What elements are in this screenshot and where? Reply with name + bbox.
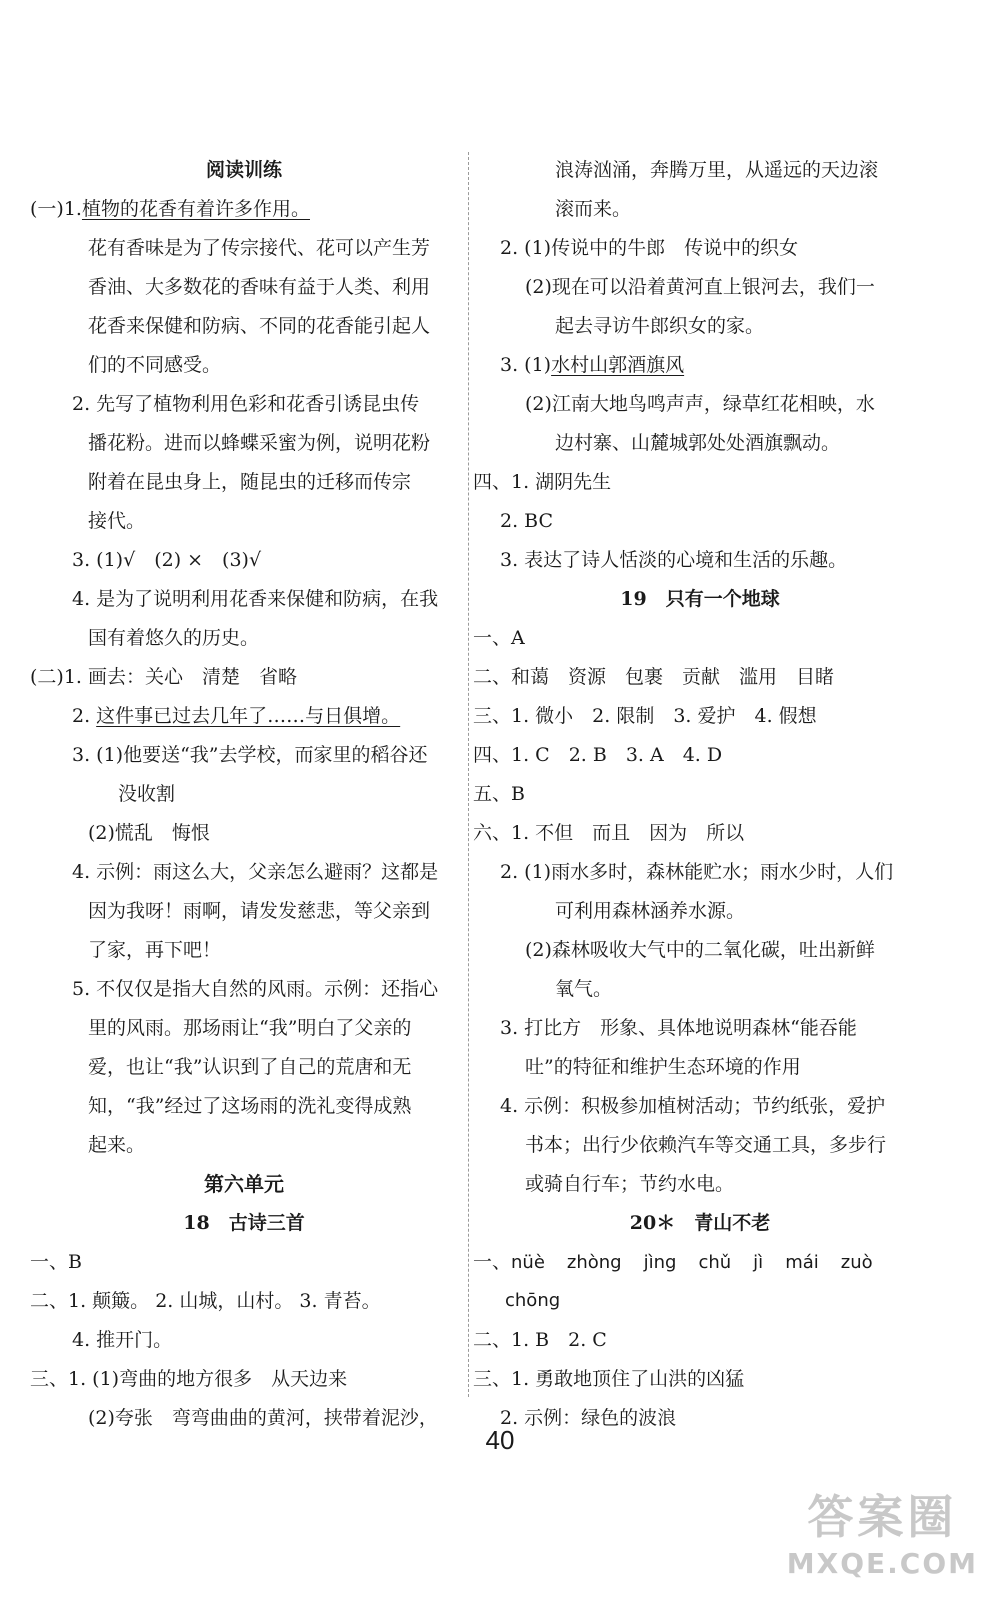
answer-line: (一)1.植物的花香有着许多作用。 <box>30 198 310 220</box>
answer-line: 4. 示例：积极参加植树活动；节约纸张，爱护 <box>500 1095 886 1117</box>
answer-line: 2. BC <box>500 510 554 532</box>
answer-line: 附着在昆虫身上，随昆虫的迁移而传宗 <box>88 471 412 493</box>
answer-line: 氧气。 <box>555 978 613 1000</box>
answer-line: 一、B <box>30 1251 82 1273</box>
answer-line: 浪涛汹涌，奔腾万里，从遥远的天边滚 <box>555 159 879 181</box>
answer-line: 五、B <box>473 783 525 805</box>
answer-line: 接代。 <box>88 510 146 532</box>
answer-line: 三、1. 微小 2. 限制 3. 爱护 4. 假想 <box>473 705 817 727</box>
answer-line: 3. 表达了诗人恬淡的心境和生活的乐趣。 <box>500 549 848 571</box>
pinyin-word: mái <box>785 1252 819 1273</box>
answer-line: 3. (1)√ (2) × (3)√ <box>72 549 262 571</box>
answer-line: (2)夸张 弯弯曲曲的黄河，挟带着泥沙， <box>88 1407 438 1429</box>
answer-line: 花有香味是为了传宗接代、花可以产生芳 <box>88 237 431 259</box>
pinyin-line: 一、nüè zhòng jìng chǔ jì mái zuò <box>473 1250 895 1275</box>
answer-line: 二、1. 颠簸。 2. 山城，山村。 3. 青苔。 <box>30 1290 381 1312</box>
answer-line: 了家，再下吧！ <box>88 939 222 961</box>
answer-line: 吐”的特征和维护生态环境的作用 <box>525 1056 801 1078</box>
pinyin-word: zuò <box>840 1252 873 1273</box>
answer-line: 2. 示例：绿色的波浪 <box>500 1407 677 1429</box>
answer-line: 二、1. B 2. C <box>473 1329 607 1351</box>
answer-line: 们的不同感受。 <box>88 354 222 376</box>
answer-line: 二、和蔼 资源 包裹 贡献 滥用 目睹 <box>473 666 835 688</box>
pinyin-word: jì <box>753 1252 764 1273</box>
column-divider <box>468 152 469 1397</box>
pinyin-list <box>511 1252 895 1273</box>
answer-line: 没收割 <box>118 783 176 805</box>
answer-line: 3. (1)水村山郭酒旗风 <box>500 354 685 376</box>
answer-line: 书本；出行少依赖汽车等交通工具，多步行 <box>525 1134 887 1156</box>
pinyin-word: zhòng <box>566 1252 622 1273</box>
answer-line: (2)森林吸收大气中的二氧化碳，吐出新鲜 <box>525 939 875 961</box>
answer-line: 花香来保健和防病、不同的花香能引起人 <box>88 315 431 337</box>
answer-line: 或骑自行车；节约水电。 <box>525 1173 735 1195</box>
page-number: 40 <box>485 1425 515 1455</box>
answer-line: 里的风雨。那场雨让“我”明白了父亲的 <box>88 1017 412 1039</box>
answer-line: 4. 是为了说明利用花香来保健和防病，在我 <box>72 588 439 610</box>
answer-line: (2)现在可以沿着黄河直上银河去，我们一 <box>525 276 875 298</box>
answer-line: 4. 示例：雨这么大，父亲怎么避雨？这都是 <box>72 861 439 883</box>
pinyin-word: chǔ <box>698 1252 732 1273</box>
answer-line: 3. 打比方 形象、具体地说明森林“能吞能 <box>500 1017 857 1039</box>
answer-line: (2)江南大地鸟鸣声声，绿草红花相映，水 <box>525 393 875 415</box>
answer-line: 三、1. 勇敢地顶住了山洪的凶猛 <box>473 1368 745 1390</box>
lesson-title-19: 19 只有一个地球 <box>620 588 780 610</box>
answer-line: 4. 推开门。 <box>72 1329 173 1351</box>
answer-line: 2. 先写了植物利用色彩和花香引诱昆虫传 <box>72 393 420 415</box>
answer-line: 2. 这件事已过去几年了……与日俱增。 <box>72 705 401 727</box>
answer-line: 起来。 <box>88 1134 146 1156</box>
answer-line: 一、A <box>473 627 525 649</box>
lesson-title-18: 18 古诗三首 <box>183 1212 305 1234</box>
answer-line: 四、1. 湖阴先生 <box>473 471 612 493</box>
answer-line: 5. 不仅仅是指大自然的风雨。示例：还指心 <box>72 978 439 1000</box>
answer-line: 六、1. 不但 而且 因为 所以 <box>473 822 745 844</box>
answer-line: 知，“我”经过了这场雨的洗礼变得成熟 <box>88 1095 412 1117</box>
answer-line: 国有着悠久的历史。 <box>88 627 260 649</box>
section-title-reading: 阅读训练 <box>205 159 282 181</box>
answer-line: 可利用森林涵养水源。 <box>555 900 746 922</box>
lesson-title-20: 20＊ 青山不老 <box>629 1212 771 1234</box>
answer-line: 爱，也让“我”认识到了自己的荒唐和无 <box>88 1056 412 1078</box>
answer-line: (二)1. 画去：关心 清楚 省略 <box>30 666 297 688</box>
answer-line: (2)慌乱 悔恨 <box>88 822 210 844</box>
answer-line: 起去寻访牛郎织女的家。 <box>555 315 765 337</box>
answer-line: 2. (1)雨水多时，森林能贮水；雨水少时，人们 <box>500 861 894 883</box>
answer-line: 滚而来。 <box>555 198 632 220</box>
pinyin-word: nüè <box>511 1252 545 1273</box>
answer-line: 四、1. C 2. B 3. A 4. D <box>473 744 723 766</box>
pinyin-word: jìng <box>643 1252 677 1273</box>
answer-line: 3. (1)他要送“我”去学校，而家里的稻谷还 <box>72 744 428 766</box>
answer-line: 边村寨、山麓城郭处处酒旗飘动。 <box>555 432 841 454</box>
answer-line: 因为我呀！雨啊，请发发慈悲，等父亲到 <box>88 900 431 922</box>
pinyin-word: chōng <box>505 1290 561 1311</box>
answer-line: 2. (1)传说中的牛郎 传说中的织女 <box>500 237 799 259</box>
unit-title: 第六单元 <box>204 1172 284 1196</box>
answer-line: 三、1. (1)弯曲的地方很多 从天边来 <box>30 1368 348 1390</box>
answer-line: 播花粉。进而以蜂蝶采蜜为例，说明花粉 <box>88 432 431 454</box>
watermark-logo: 答案圈 MXQE.COM <box>786 1490 978 1580</box>
answer-line: 香油、大多数花的香味有益于人类、利用 <box>88 276 431 298</box>
